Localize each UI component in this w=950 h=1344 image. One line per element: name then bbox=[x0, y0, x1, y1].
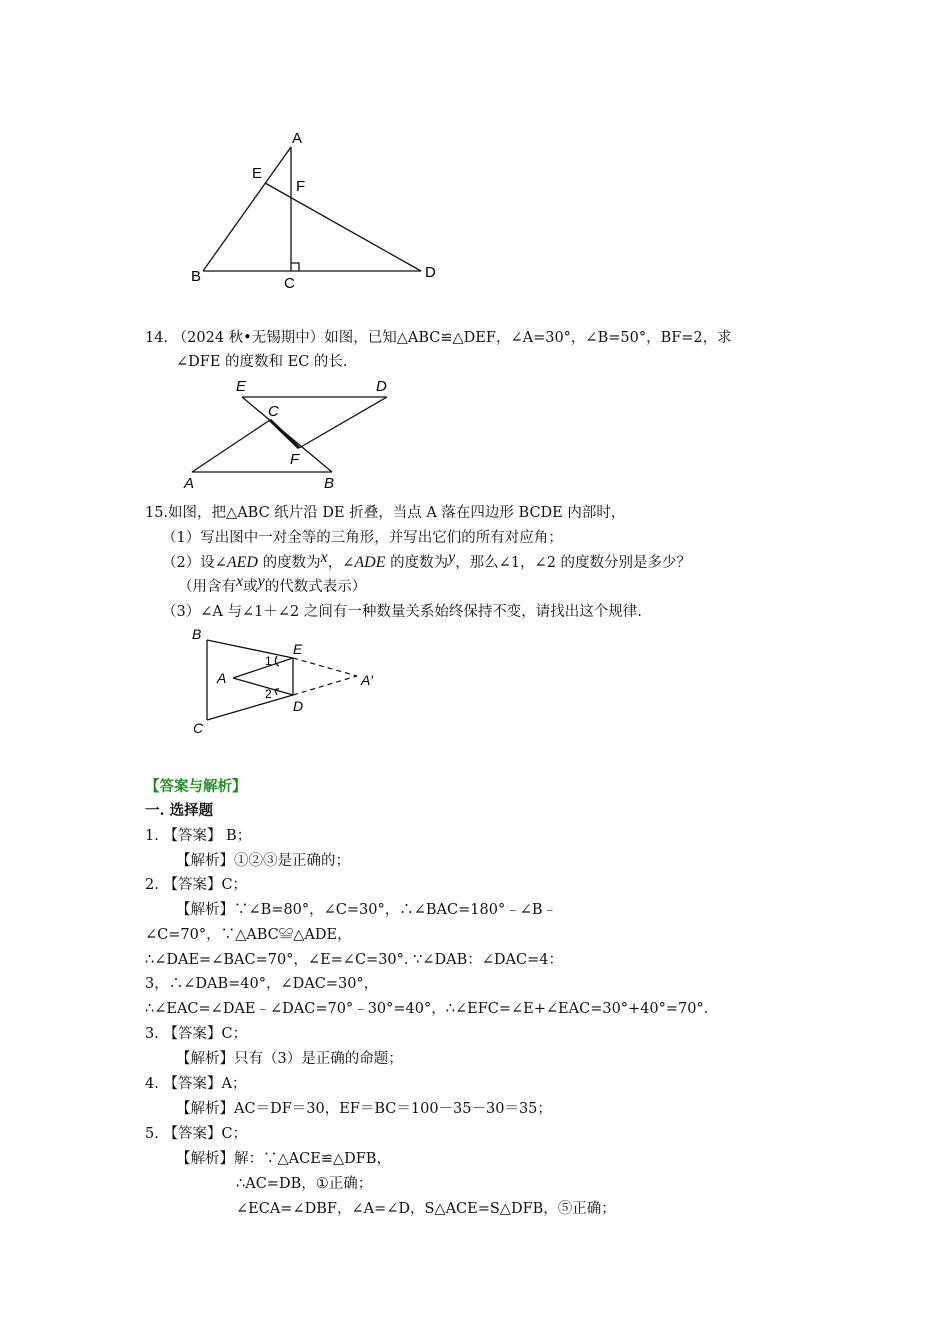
segment-ac bbox=[192, 420, 270, 472]
var-x: x bbox=[236, 573, 244, 590]
q15-line3 bbox=[162, 549, 692, 573]
label-a: A bbox=[217, 670, 227, 686]
label-a: A bbox=[184, 475, 195, 492]
var-y: y bbox=[448, 549, 456, 566]
label-b: B bbox=[192, 626, 202, 642]
figure-triangle-abd bbox=[185, 125, 450, 295]
segment-ed bbox=[265, 183, 421, 271]
label-c: C bbox=[284, 275, 295, 292]
segment-ab bbox=[203, 147, 291, 271]
segment-be bbox=[207, 640, 293, 658]
label-e: E bbox=[293, 641, 303, 657]
answer-line: 【解析】①②③是正确的； bbox=[176, 853, 350, 869]
answer-line: 【解析】解：∵△ACE≌△DFB， bbox=[176, 1151, 391, 1167]
q15-line1: 15.如图，把△ABC 纸片沿 DE 折叠，当点 A 落在四边形 BCDE 内部时， bbox=[145, 505, 626, 521]
q15-line4-a: （用含有 bbox=[178, 579, 236, 595]
label-angle-2: 2 bbox=[265, 687, 272, 701]
answer-line: ∴∠DAE=∠BAC=70°，∠E=∠C=30°. ∵∠DAB：∠DAC=4： bbox=[145, 952, 563, 968]
q15-line4-c: 的代数式表示） bbox=[264, 579, 367, 595]
q15-line3-d: 的度数为 bbox=[385, 555, 449, 571]
label-e: E bbox=[252, 165, 263, 182]
label-d: D bbox=[425, 264, 436, 281]
q15-line4 bbox=[178, 573, 367, 597]
q15-line5: （3）∠A 与∠1＋∠2 之间有一种数量关系始终保持不变，请找出这个规律. bbox=[162, 604, 642, 620]
label-angle-1: 1 bbox=[265, 654, 272, 668]
answer-line: ∴AC=DB，①正确； bbox=[236, 1176, 373, 1192]
q15-line3-b: 的度数为 bbox=[257, 555, 321, 571]
label-e: E bbox=[236, 378, 247, 395]
q15-line4-b: 或 bbox=[243, 579, 258, 595]
var-aed: AED bbox=[226, 554, 258, 571]
answer-line: 【解析】∵∠B=80°，∠C=30°，∴∠BAC=180°﹣∠B﹣ bbox=[176, 902, 557, 918]
figure-congruent-triangles bbox=[180, 376, 400, 494]
segment-ea-prime bbox=[293, 658, 357, 676]
q15-line3-c: ，∠ bbox=[327, 555, 355, 571]
section-heading: 一. 选择题 bbox=[145, 802, 214, 819]
answer-line: 5. 【答案】C； bbox=[145, 1126, 248, 1142]
label-b: B bbox=[324, 475, 335, 492]
label-d: D bbox=[376, 378, 387, 395]
segment-cd bbox=[207, 695, 293, 720]
answer-line: 1. 【答案】 B； bbox=[145, 828, 252, 844]
q14-line2: ∠DFE 的度数和 EC 的长. bbox=[176, 354, 348, 370]
label-d: D bbox=[293, 698, 304, 714]
label-f: F bbox=[296, 178, 306, 195]
segment-ad bbox=[233, 678, 293, 695]
angle-2-arc bbox=[275, 689, 279, 695]
q14-line1: 14. （2024 秋•无锡期中）如图，已知△ABC≌△DEF，∠A=30°，∠B=50°，BF=2，求 bbox=[145, 330, 732, 346]
segment-cf bbox=[270, 420, 299, 448]
var-y: y bbox=[257, 573, 265, 590]
answer-line: 3. 【答案】C； bbox=[145, 1026, 248, 1042]
answer-line: 【解析】只有（3）是正确的命题； bbox=[176, 1051, 403, 1067]
q15-line3-a: （2）设∠ bbox=[162, 555, 227, 571]
q15-line2: （1）写出图中一对全等的三角形，并写出它们的所有对应角； bbox=[162, 530, 563, 546]
var-x: x bbox=[320, 549, 328, 566]
figure-folded-triangle bbox=[185, 625, 395, 740]
answers-heading: 【答案与解析】 bbox=[145, 778, 247, 795]
label-c: C bbox=[268, 403, 279, 420]
label-c: C bbox=[193, 720, 204, 736]
q15-line3-e: ，那么∠1，∠2 的度数分别是多少？ bbox=[455, 555, 692, 571]
segment-ae bbox=[233, 658, 293, 678]
var-ade: ADE bbox=[354, 554, 386, 571]
answer-line: 4. 【答案】A； bbox=[145, 1076, 247, 1092]
segment-fd bbox=[299, 397, 387, 448]
answer-line: 【解析】AC＝DF＝30，EF＝BC＝100－35－30＝35； bbox=[176, 1101, 552, 1117]
right-angle-mark bbox=[291, 263, 299, 271]
segment-da-prime bbox=[293, 676, 357, 695]
answer-line: ∴∠EAC=∠DAE﹣∠DAC=70°﹣30°=40°，∴∠EFC=∠E+∠EAC=30°+40°=70°. bbox=[145, 1001, 709, 1017]
angle-1-arc bbox=[275, 656, 279, 666]
label-a: A bbox=[292, 130, 303, 147]
answer-line: 2. 【答案】C； bbox=[145, 877, 248, 893]
label-a-prime: A′ bbox=[361, 672, 373, 688]
label-b: B bbox=[191, 268, 202, 285]
answer-line: 3，∴∠DAB=40°，∠DAC=30°， bbox=[145, 976, 379, 992]
answer-line: ∠C=70°，∵△ABC≌△ADE， bbox=[145, 927, 352, 943]
label-f: F bbox=[290, 451, 300, 468]
answer-line: ∠ECA=∠DBF，∠A=∠D，S△ACE=S△DFB，⑤正确； bbox=[236, 1201, 616, 1217]
